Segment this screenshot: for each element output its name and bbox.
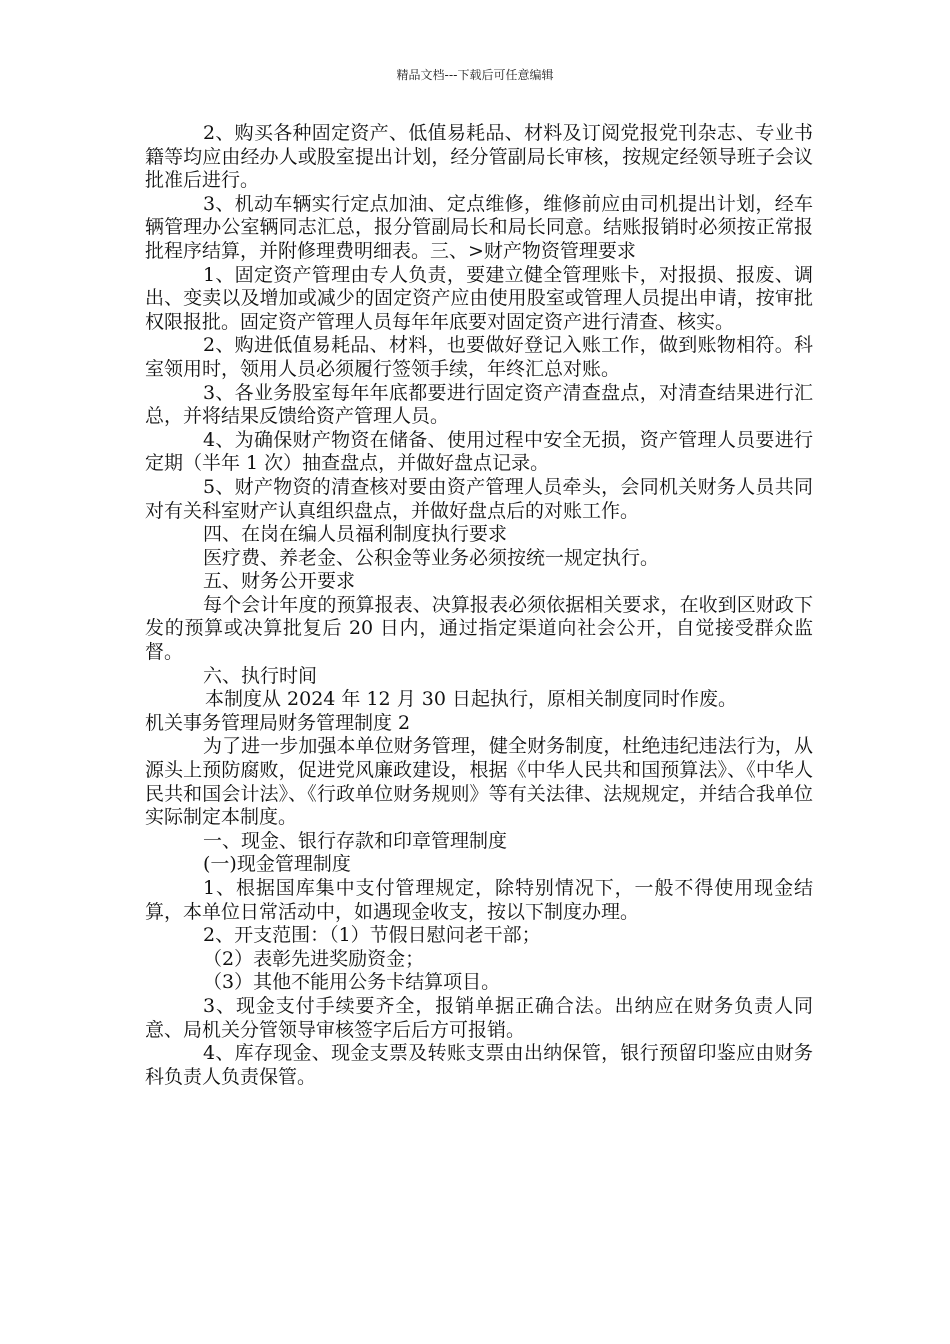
list-item: （2）表彰先进奖励资金； [203, 947, 425, 970]
subsection-heading: (一)现金管理制度 [203, 853, 351, 876]
paragraph: 4、库存现金、现金支票及转账支票由出纳保管，银行预留印鉴应由财务科负责人负责保管。 [145, 1042, 813, 1088]
document-title: 机关事务管理局财务管理制度 2 [145, 711, 411, 734]
list-item: （3）其他不能用公务卡结算项目。 [203, 971, 501, 994]
paragraph: 本制度从 2024 年 12 月 30 日起执行，原相关制度同时作废。 [205, 688, 737, 711]
paragraph: 2、购买各种固定资产、低值易耗品、材料及订阅党报党刊杂志、专业书籍等均应由经办人或股室提出计划，经分管副局长审核，按规定经领导班子会议批准后进行。 [145, 122, 813, 192]
section-heading: 五、财务公开要求 [203, 570, 356, 593]
page-header: 精品文档---下载后可任意编辑 [396, 68, 554, 82]
document-body [145, 122, 813, 1089]
section-heading: 一、现金、银行存款和印章管理制度 [203, 829, 508, 852]
paragraph: 为了进一步加强本单位财务管理，健全财务制度，杜绝违纪违法行为，从源头上预防腐败，促进党风廉政建设，根据《中华人民共和国预算法》、《中华人民共和国会计法》、《行政单位财务规则》等有关法律、法规规定，并结合我单位实际制定本制度。 [145, 735, 813, 829]
paragraph: 1、根据国库集中支付管理规定，除特别情况下，一般不得使用现金结算，本单位日常活动中，如遇现金收支，按以下制度办理。 [145, 877, 813, 923]
section-heading: 四、在岗在编人员福利制度执行要求 [203, 523, 508, 546]
paragraph: 每个会计年度的预算报表、决算报表必须依据相关要求，在收到区财政下发的预算或决算批复后 20 日内，通过指定渠道向社会公开，自觉接受群众监督。 [145, 593, 813, 664]
paragraph: 5、财产物资的清查核对要由资产管理人员牵头，会同机关财务人员共同对有关科室财产认真组织盘点，并做好盘点后的对账工作。 [145, 475, 813, 522]
paragraph: 3、现金支付手续要齐全，报销单据正确合法。出纳应在财务负责人同意、局机关分管领导审核签字后后方可报销。 [145, 994, 813, 1041]
paragraph: 2、开支范围：（1）节假日慰问老干部； [203, 924, 541, 947]
paragraph: 3、各业务股室每年年底都要进行固定资产清查盘点，对清查结果进行汇总，并将结果反馈给资产管理人员。 [145, 381, 813, 428]
paragraph: 2、购进低值易耗品、材料，也要做好登记入账工作，做到账物相符。科室领用时，领用人员必须履行签领手续，年终汇总对账。 [145, 334, 813, 380]
paragraph: 医疗费、养老金、公积金等业务必须按统一规定执行。 [203, 546, 660, 569]
paragraph: 3、机动车辆实行定点加油、定点维修，维修前应由司机提出计划，经车辆管理办公室辆同志汇总，报分管副局长和局长同意。结账报销时必须按正常报批程序结算，并附修理费明细表。三、>财产物资管理要求 [145, 192, 813, 262]
paragraph: 1、固定资产管理由专人负责，要建立健全管理账卡，对报损、报废、调出、变卖以及增加或减少的固定资产应由使用股室或管理人员提出申请，按审批权限报批。固定资产管理人员每年年底要对固定资产进行清查、核实。 [145, 263, 813, 333]
section-heading: 六、执行时间 [203, 664, 318, 687]
paragraph: 4、为确保财产物资在储备、使用过程中安全无损，资产管理人员要进行定期（半年 1 次）抽查盘点，并做好盘点记录。 [145, 428, 813, 475]
